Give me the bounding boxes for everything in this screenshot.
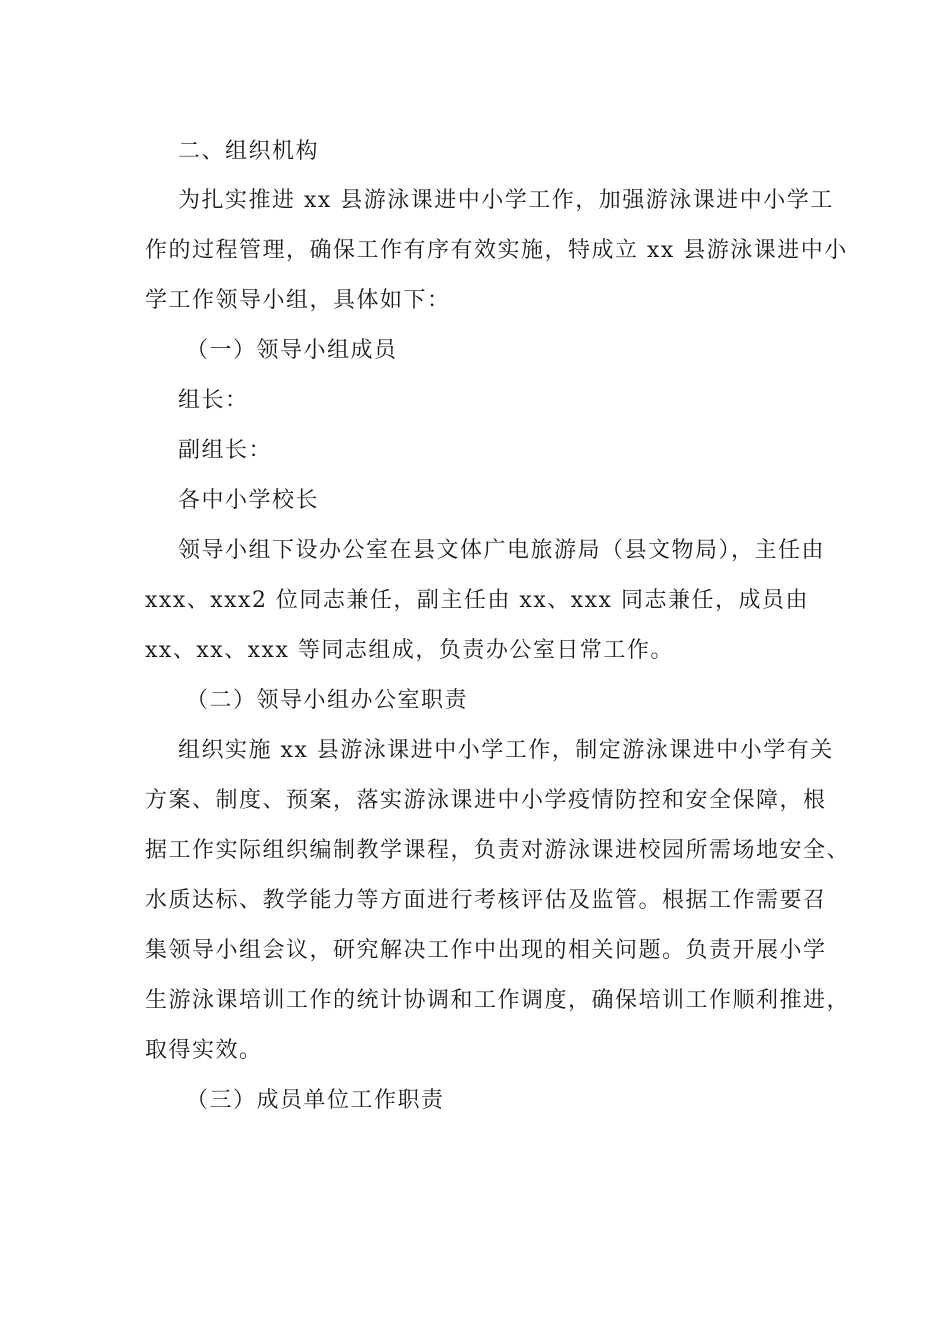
- duty-paragraph-line-7: 取得实效。: [145, 1038, 263, 1063]
- duty-paragraph-line-4: 水质达标、教学能力等方面进行考核评估及监管。根据工作需要召: [145, 888, 827, 913]
- duty-paragraph-line-2: 方案、制度、预案，落实游泳课进中小学疫情防控和安全保障，根: [145, 788, 827, 813]
- office-paragraph-line-2: xxx、xxx2 位同志兼任，副主任由 xx、xxx 同志兼任，成员由: [145, 588, 809, 613]
- duty-paragraph-line-5: 集领导小组会议，研究解决工作中出现的相关问题。负责开展小学: [145, 938, 827, 963]
- section-heading-organization: 二、组织机构: [178, 139, 320, 164]
- intro-paragraph-line-3: 学工作领导小组，具体如下：: [145, 288, 451, 313]
- subsection-title-member-unit-duties: （三）成员单位工作职责: [186, 1088, 445, 1113]
- members-line: 各中小学校长: [178, 488, 320, 513]
- intro-paragraph-line-2: 作的过程管理，确保工作有序有效实施，特成立 xx 县游泳课进中小: [145, 238, 848, 263]
- duty-paragraph-line-6: 生游泳课培训工作的统计协调和工作调度，确保培训工作顺利推进，: [145, 988, 851, 1013]
- subsection-title-office-duties: （二）领导小组办公室职责: [186, 688, 469, 713]
- subsection-title-members: （一）领导小组成员: [186, 338, 398, 363]
- intro-paragraph-line-1: 为扎实推进 xx 县游泳课进中小学工作，加强游泳课进中小学工: [178, 188, 834, 213]
- duty-paragraph-line-3: 据工作实际组织编制教学课程，负责对游泳课进校园所需场地安全、: [145, 838, 851, 863]
- leader-label: 组长：: [178, 388, 249, 413]
- duty-paragraph-line-1: 组织实施 xx 县游泳课进中小学工作，制定游泳课进中小学有关: [178, 738, 834, 763]
- deputy-leader-label: 副组长：: [178, 438, 273, 463]
- office-paragraph-line-1: 领导小组下设办公室在县文体广电旅游局（县文物局），主任由: [178, 538, 826, 563]
- office-paragraph-line-3: xx、xx、xxx 等同志组成，负责办公室日常工作。: [145, 638, 674, 663]
